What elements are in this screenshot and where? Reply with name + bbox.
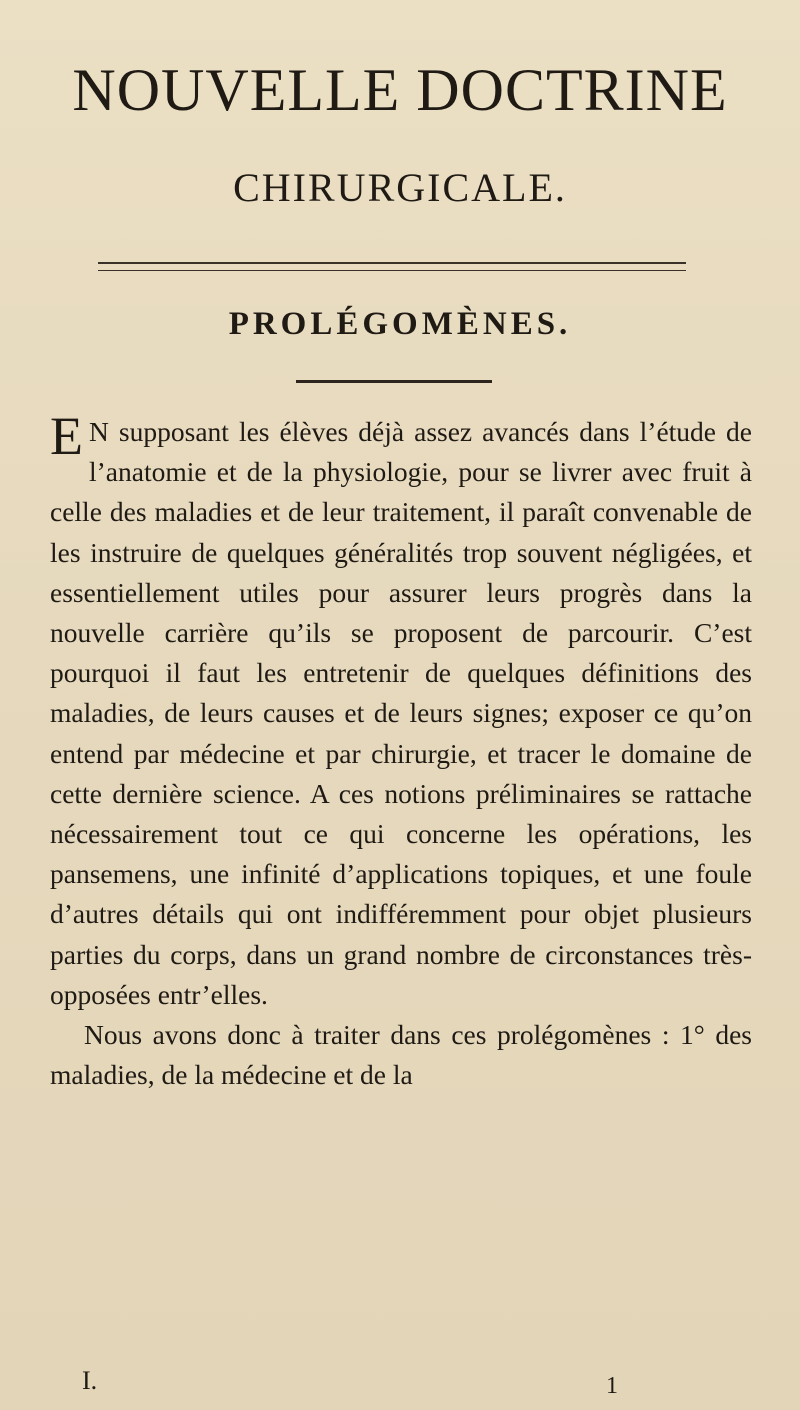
- paragraph-2-text: Nous avons donc à traiter dans ces prolégomènes : 1° des maladies, de la médecine et de la: [50, 1019, 752, 1091]
- drop-cap: E: [50, 406, 83, 466]
- short-rule-divider: [296, 380, 492, 383]
- paragraph-1: [50, 406, 753, 1015]
- first-word-rest: N: [89, 416, 109, 447]
- book-title: NOUVELLE DOCTRINE: [72, 57, 728, 123]
- paragraph-2: [50, 1015, 752, 1095]
- double-rule-divider: [98, 262, 686, 271]
- catchword: 1: [606, 1373, 618, 1399]
- book-subtitle: CHIRURGICALE.: [233, 165, 567, 210]
- body-text: [50, 406, 753, 1095]
- signature-mark: I.: [82, 1366, 98, 1395]
- paragraph-1-text: supposant les élèves déjà assez avancés dans l’étude de l’anatomie et de la physiologie, pour se livrer avec fruit à celle des maladies et de leur traitement, il paraît convenable de les instruire de quelques généralités trop souvent négligées, et essentiellement utiles pour assurer leurs progrès dans la nouvelle carrière qu’ils se proposent de parcourir. C’est pourquoi il faut les entretenir de quelques définitions des maladies, de leurs causes et de leurs signes; exposer ce qu’on entend par médecine et par chirurgie, et tracer le domaine de cette dernière science. A ces notions préliminaires se rattache nécessairement tout ce qui concerne les opérations, les pansemens, une infinité d’applications topiques, et une foule d’autres détails qui ont indifféremment pour objet plusieurs parties du corps, dans un grand nombre de circonstances très-opposées entr’elles.: [50, 416, 753, 1010]
- section-heading: PROLÉGOMÈNES.: [228, 306, 572, 342]
